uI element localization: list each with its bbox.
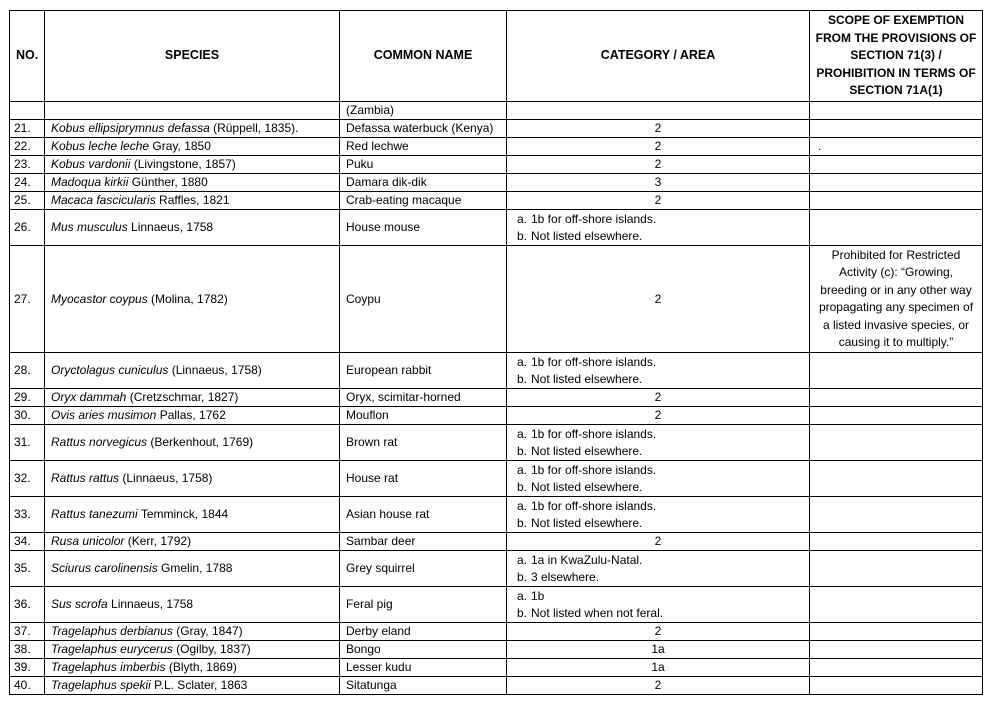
list-marker: b.	[517, 569, 528, 584]
list-marker: b.	[517, 228, 528, 243]
cell-no: 25.	[10, 192, 45, 210]
cell-no: 26.	[10, 210, 45, 246]
category-text: 1b for off-shore islands.	[531, 498, 657, 513]
species-scientific-name: Oryctolagus cuniculus	[51, 363, 169, 377]
header-category-area: CATEGORY / AREA	[507, 11, 810, 102]
table-row	[10, 587, 983, 623]
cell-scope	[810, 533, 983, 551]
category-text: 3 elsewhere.	[531, 569, 600, 584]
cell-scope	[810, 119, 983, 137]
species-scientific-name: Macaca fascicularis	[51, 193, 156, 207]
category-item-b	[517, 515, 803, 532]
cell-category: 2	[507, 389, 810, 407]
cell-common-name: Defassa waterbuck (Kenya)	[340, 119, 507, 137]
cell-scope	[810, 174, 983, 192]
cell-species	[45, 533, 340, 551]
species-authority: Gmelin, 1788	[157, 561, 233, 575]
category-item-a	[517, 462, 803, 479]
category-text: Not listed elsewhere.	[531, 479, 643, 494]
cell-common-name: Sitatunga	[340, 677, 507, 695]
cell-category	[507, 497, 810, 533]
cell-species	[45, 425, 340, 461]
species-scientific-name: Sciurus carolinensis	[51, 561, 158, 575]
cell-scope	[810, 210, 983, 246]
category-text: Not listed elsewhere.	[531, 515, 643, 530]
list-marker: b.	[517, 515, 528, 530]
species-authority: (Linnaeus, 1758)	[168, 363, 262, 377]
species-scientific-name: Tragelaphus spekii	[51, 678, 151, 692]
cell-scope: .	[810, 137, 983, 156]
species-authority: Linnaeus, 1758	[127, 220, 214, 234]
cell-category: 2	[507, 407, 810, 425]
cell-scope	[810, 192, 983, 210]
list-marker: a.	[517, 552, 528, 567]
cell-common-name: Coypu	[340, 246, 507, 353]
species-scientific-name: Ovis aries musimon	[51, 408, 157, 422]
cell-common-name: (Zambia)	[340, 101, 507, 119]
cell-scope	[810, 156, 983, 174]
list-marker: a.	[517, 354, 528, 369]
species-scientific-name: Rattus tanezumi	[51, 507, 138, 521]
header-no: NO.	[10, 11, 45, 102]
cell-no: 35.	[10, 551, 45, 587]
table-row	[10, 210, 983, 246]
table-row	[10, 425, 983, 461]
cell-scope	[810, 389, 983, 407]
table-row	[10, 192, 983, 210]
cell-species	[45, 174, 340, 192]
species-authority: Pallas, 1762	[156, 408, 226, 422]
cell-no: 33.	[10, 497, 45, 533]
cell-species	[45, 101, 340, 119]
cell-no: 23.	[10, 156, 45, 174]
category-item-a	[517, 211, 803, 228]
cell-species	[45, 246, 340, 353]
species-authority: (Linnaeus, 1758)	[119, 471, 213, 485]
cell-common-name: Oryx, scimitar-horned	[340, 389, 507, 407]
cell-scope	[810, 659, 983, 677]
species-authority: (Blyth, 1869)	[165, 660, 237, 674]
species-authority: (Rüppell, 1835).	[209, 120, 299, 135]
category-item-a	[517, 552, 803, 569]
cell-category: 3	[507, 174, 810, 192]
species-authority: Linnaeus, 1758	[107, 597, 194, 611]
cell-no: 39.	[10, 659, 45, 677]
category-item-b	[517, 371, 803, 388]
species-scientific-name: Rattus rattus	[51, 471, 120, 485]
cell-no	[10, 101, 45, 119]
species-authority: Raffles, 1821	[155, 193, 230, 207]
list-marker: a.	[517, 588, 528, 603]
cell-category: 2	[507, 156, 810, 174]
category-text: 1a in KwaZulu-Natal.	[531, 552, 643, 567]
list-marker: b.	[517, 479, 528, 494]
table-row	[10, 389, 983, 407]
cell-category: 2	[507, 623, 810, 641]
cell-category	[507, 461, 810, 497]
species-scientific-name: Sus scrofa	[51, 597, 108, 611]
category-text: 1b for off-shore islands.	[531, 426, 657, 441]
category-item-a	[517, 498, 803, 515]
species-authority: Günther, 1880	[128, 175, 208, 189]
cell-category: 1a	[507, 659, 810, 677]
category-item-b	[517, 228, 803, 245]
cell-species	[45, 137, 340, 156]
cell-no: 34.	[10, 533, 45, 551]
species-scientific-name: Kobus vardonii	[51, 157, 131, 171]
category-item-a	[517, 588, 803, 605]
cell-category	[507, 210, 810, 246]
cell-category: 2	[507, 119, 810, 137]
cell-common-name: Lesser kudu	[340, 659, 507, 677]
category-text: 1b	[531, 588, 545, 603]
cell-no: 28.	[10, 353, 45, 389]
species-scientific-name: Madoqua kirkii	[51, 175, 129, 189]
category-item-b	[517, 569, 803, 586]
cell-common-name: Grey squirrel	[340, 551, 507, 587]
cell-species	[45, 119, 340, 137]
cell-no: 31.	[10, 425, 45, 461]
cell-common-name: Red lechwe	[340, 137, 507, 156]
cell-scope	[810, 623, 983, 641]
cell-no: 27.	[10, 246, 45, 353]
header-species: SPECIES	[45, 11, 340, 102]
species-authority: Gray, 1850	[149, 138, 211, 153]
table-row	[10, 659, 983, 677]
cell-category: 2	[507, 533, 810, 551]
cell-common-name: House rat	[340, 461, 507, 497]
table-row	[10, 407, 983, 425]
table-row	[10, 137, 983, 156]
cell-common-name: House mouse	[340, 210, 507, 246]
table-row	[10, 677, 983, 695]
cell-scope	[810, 353, 983, 389]
list-marker: b.	[517, 443, 528, 458]
cell-no: 29.	[10, 389, 45, 407]
species-scientific-name: Tragelaphus derbianus	[51, 624, 173, 638]
category-text: Not listed elsewhere.	[531, 443, 643, 458]
species-authority: (Kerr, 1792)	[124, 534, 192, 548]
category-item-b	[517, 605, 803, 622]
table-row	[10, 461, 983, 497]
list-marker: a.	[517, 426, 528, 441]
cell-no: 24.	[10, 174, 45, 192]
cell-no: 37.	[10, 623, 45, 641]
list-marker: b.	[517, 605, 528, 620]
cell-species	[45, 587, 340, 623]
list-marker: a.	[517, 498, 528, 513]
table-row	[10, 156, 983, 174]
species-scientific-name: Oryx dammah	[51, 390, 127, 404]
species-authority: Temminck, 1844	[137, 507, 229, 521]
species-authority: (Molina, 1782)	[147, 291, 228, 306]
cell-common-name: Brown rat	[340, 425, 507, 461]
category-text: 1b for off-shore islands.	[531, 462, 657, 477]
cell-species	[45, 389, 340, 407]
species-scientific-name: Rusa unicolor	[51, 534, 125, 548]
cell-scope	[810, 677, 983, 695]
cell-scope	[810, 641, 983, 659]
cell-scope	[810, 497, 983, 533]
cell-category: 2	[507, 677, 810, 695]
table-row	[10, 497, 983, 533]
cell-no: 40.	[10, 677, 45, 695]
species-scientific-name: Tragelaphus eurycerus	[51, 642, 173, 656]
cell-species	[45, 353, 340, 389]
category-item-a	[517, 426, 803, 443]
table-row	[10, 119, 983, 137]
species-table	[9, 10, 983, 695]
cell-category	[507, 101, 810, 119]
cell-species	[45, 156, 340, 174]
cell-no: 32.	[10, 461, 45, 497]
species-scientific-name: Rattus norvegicus	[51, 435, 148, 449]
cell-category: 1a	[507, 641, 810, 659]
list-marker: a.	[517, 462, 528, 477]
species-authority: (Livingstone, 1857)	[130, 157, 236, 171]
continuation-row	[10, 101, 983, 119]
species-scientific-name: Myocastor coypus	[51, 291, 148, 306]
cell-scope	[810, 425, 983, 461]
cell-species	[45, 497, 340, 533]
cell-category	[507, 425, 810, 461]
cell-category	[507, 587, 810, 623]
cell-common-name: European rabbit	[340, 353, 507, 389]
header-common-name: COMMON NAME	[340, 11, 507, 102]
cell-common-name: Derby eland	[340, 623, 507, 641]
cell-species	[45, 677, 340, 695]
category-text: 1b for off-shore islands.	[531, 354, 657, 369]
species-scientific-name: Kobus leche leche	[51, 138, 150, 153]
list-marker: b.	[517, 371, 528, 386]
cell-species	[45, 551, 340, 587]
cell-species	[45, 623, 340, 641]
cell-common-name: Bongo	[340, 641, 507, 659]
species-authority: (Cretzschmar, 1827)	[126, 390, 239, 404]
cell-species	[45, 641, 340, 659]
cell-no: 21.	[10, 119, 45, 137]
cell-species	[45, 461, 340, 497]
header-row	[10, 11, 983, 102]
table-row	[10, 551, 983, 587]
table-row	[10, 533, 983, 551]
table-row	[10, 623, 983, 641]
cell-category: 2	[507, 192, 810, 210]
category-item-b	[517, 479, 803, 496]
cell-category	[507, 353, 810, 389]
cell-common-name: Sambar deer	[340, 533, 507, 551]
table-row	[10, 641, 983, 659]
species-scientific-name: Mus musculus	[51, 220, 128, 234]
category-text: Not listed when not feral.	[531, 605, 664, 620]
species-authority: P.L. Sclater, 1863	[150, 678, 248, 692]
category-text: 1b for off-shore islands.	[531, 211, 657, 226]
cell-common-name: Asian house rat	[340, 497, 507, 533]
cell-no: 30.	[10, 407, 45, 425]
table-row	[10, 246, 983, 353]
cell-scope	[810, 461, 983, 497]
list-marker: a.	[517, 211, 528, 226]
cell-category: 2	[507, 246, 810, 353]
species-scientific-name: Kobus ellipsiprymnus defassa	[51, 120, 210, 135]
cell-scope	[810, 101, 983, 119]
cell-scope	[810, 551, 983, 587]
table-row	[10, 174, 983, 192]
category-text: Not listed elsewhere.	[531, 228, 643, 243]
species-authority: (Ogilby, 1837)	[172, 642, 251, 656]
species-scientific-name: Tragelaphus imberbis	[51, 660, 166, 674]
cell-common-name: Feral pig	[340, 587, 507, 623]
cell-species	[45, 210, 340, 246]
cell-category	[507, 551, 810, 587]
cell-scope	[810, 587, 983, 623]
species-authority: (Gray, 1847)	[172, 624, 243, 638]
header-scope: SCOPE OF EXEMPTION FROM THE PROVISIONS OF SECTION 71(3) / PROHIBITION IN TERMS OF SECTION 71A(1)	[810, 11, 983, 102]
cell-common-name: Puku	[340, 156, 507, 174]
cell-scope: Prohibited for Restricted Activity (c): “Growing, breeding or in any other way propagating any specimen of a listed invasive species, or causing it to multiply.”	[810, 246, 983, 353]
cell-species	[45, 659, 340, 677]
category-item-b	[517, 443, 803, 460]
cell-common-name: Crab-eating macaque	[340, 192, 507, 210]
cell-species	[45, 192, 340, 210]
cell-scope	[810, 407, 983, 425]
species-authority: (Berkenhout, 1769)	[147, 435, 254, 449]
cell-no: 22.	[10, 137, 45, 156]
cell-category: 2	[507, 137, 810, 156]
cell-species	[45, 407, 340, 425]
cell-common-name: Damara dik-dik	[340, 174, 507, 192]
category-text: Not listed elsewhere.	[531, 371, 643, 386]
cell-common-name: Mouflon	[340, 407, 507, 425]
table-row	[10, 353, 983, 389]
category-item-a	[517, 354, 803, 371]
cell-no: 38.	[10, 641, 45, 659]
cell-no: 36.	[10, 587, 45, 623]
